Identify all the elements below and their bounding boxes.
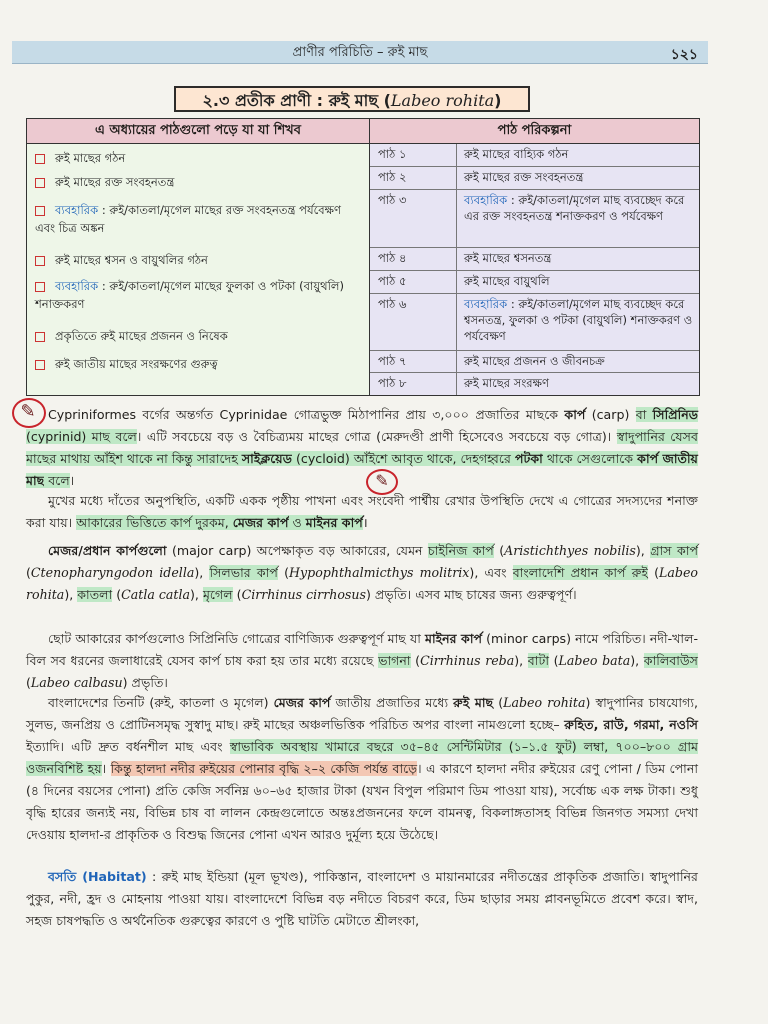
text-run: মাইনর কার্প (424, 631, 483, 646)
text-run: (cycloid) আঁইশে আবৃত থাকে, দেহগহ্বরে (291, 451, 515, 466)
chapter-title: প্রাণীর পরিচিতি – রুই মাছ (292, 45, 428, 60)
running-header (12, 41, 708, 64)
goal-item (35, 251, 357, 269)
paragraph-rui-fish (26, 692, 698, 846)
text-run: ), (514, 653, 528, 668)
text-run: । এটি সবচেয়ে বড় ও বৈচিত্র্যময় মাছের গোত্র (মেরুদণ্ডী প্রাণী হিসেবেও সবচেয়ে বড় গোত্র)। (136, 429, 617, 444)
text-run: ), (630, 653, 644, 668)
paragraph-major-carp (26, 540, 698, 606)
checkbox-icon (35, 206, 45, 216)
goal-text: রুই জাতীয় মাছের সংরক্ষণের গুরুত্ব (55, 357, 218, 371)
lesson-row (370, 248, 699, 271)
text-run: ), (635, 543, 651, 558)
goal-text: : রুই/কাতলা/মৃগেল মাছের ফুলকা ও পটকা (বায়ুথলি) শনাক্তকরণ (35, 279, 344, 311)
lesson-row (370, 144, 699, 167)
text-run: মেজর/প্রধান কার্পগুলো (48, 543, 167, 558)
text-run: গ্রাস কার্প (650, 543, 699, 558)
pen-mark-icon: ✎ (375, 471, 389, 490)
lesson-row (370, 190, 699, 248)
text-run: কিন্তু হালদা নদীর রুইয়ের পোনার বৃদ্ধি ২–২ কেজি পর্যন্ত বাড়ে (110, 761, 418, 776)
text-run: ) স্বাদুপানির চাষযোগ্য, সুলভ, জনপ্রিয় ও প্রোটিনসমৃদ্ধ সুস্বাদু মাছ। রুই মাছের অঞ্চলভিত্তিক পরিচিত অপর বাংলা নামগুলো হচ্ছে– (26, 695, 698, 732)
text-run: বসতি (Habitat) (48, 869, 147, 884)
goal-item (35, 149, 357, 167)
goal-prefix: ব্যবহারিক (55, 279, 99, 293)
lesson-number: পাঠ ৮ (378, 376, 407, 390)
goal-text: রুই মাছের শ্বসন ও বায়ুথলির গঠন (55, 253, 208, 267)
lesson-topic-text: রুই মাছের সংরক্ষণ (464, 376, 549, 390)
text-run: মৃগেল (202, 587, 233, 602)
lesson-topic (464, 353, 694, 369)
lesson-topic (464, 250, 694, 266)
text-run: (major carp) অপেক্ষাকৃত বড় আকারের, যেমন (166, 543, 428, 558)
lesson-number: পাঠ ৭ (378, 354, 407, 368)
checkbox-icon (35, 178, 45, 188)
text-run: ( (493, 543, 505, 558)
lesson-plan-table (26, 118, 700, 396)
section-title (174, 86, 530, 112)
goal-text: রুই মাছের গঠন (55, 151, 126, 165)
lesson-topic (464, 273, 694, 289)
lesson-number: পাঠ ৩ (378, 193, 407, 207)
text-run: চাইনিজ কার্প (427, 543, 494, 558)
lesson-topic (464, 146, 694, 162)
lesson-topic-text: : রুই/কাতলা/মৃগেল মাছ ব্যবচ্ছেদ করে এর রক্ত সংবহনতন্ত্র শনাক্তকরণ ও পর্যবেক্ষণ (464, 193, 685, 223)
text-run: : রুই মাছ ইন্ডিয়া (মূল ভূখণ্ড), পাকিস্তান, বাংলাদেশ ও মায়ানমারের নদীতন্ত্রের প্রাকৃতিক প্রজাতি। স্বাদুপানির পুকুর, নদী, হ্রদ ও মোহনায় পাওয়া যায়। বাংলাদেশে বিভিন্ন বড় নদীতে বিচরণ করে, ডিম ছাড়ার সময় প্লাবনভূমিতে প্রবেশ করে। স্বাদ, সহজ চাষপদ্ধতি ও অর্থনৈতিক গুরুত্বের কারণে ও পুষ্টি ঘাটতি মেটাতে শ্রীলংকা, (26, 869, 698, 928)
text-run: পটকা (514, 451, 543, 466)
text-run: Hypophthalmicthys molitrix (289, 565, 470, 580)
lesson-topic (464, 375, 694, 391)
text-run: Catla catla (121, 587, 191, 602)
checkbox-icon (35, 360, 45, 370)
text-run: বাংলাদেশের তিনটি (রুই, কাতলা ও মৃগেল) (48, 695, 274, 710)
text-run: Labeo rohita (26, 565, 698, 602)
text-run: Cirrhinus cirrhosus (241, 587, 366, 602)
text-run: ছোট আকারের কার্পগুলোও সিপ্রিনিডি গোত্রের বাণিজ্যিক গুরুত্বপূর্ণ মাছ যা (48, 631, 425, 646)
lesson-topic (464, 192, 694, 224)
paragraph-carp-definition (26, 404, 698, 492)
checkbox-icon (35, 154, 45, 164)
text-run: ( (26, 675, 31, 690)
section-title-scientific-name: Labeo rohita (390, 91, 495, 110)
text-run: ), (64, 587, 78, 602)
text-run: Cirrhinus reba (420, 653, 515, 668)
text-run: আকারের ভিত্তিতে কার্প দুরকম, (76, 515, 233, 530)
checkbox-icon (35, 256, 45, 266)
goals-heading: এ অধ্যায়ের পাঠগুলো পড়ে যা যা শিখব (27, 119, 370, 144)
lesson-prefix: ব্যবহারিক (464, 297, 508, 311)
goal-text: : রুই/কাতলা/মৃগেল মাছের রক্ত সংবহনতন্ত্র পর্যবেক্ষণ এবং চিত্র অঙ্কন (35, 203, 341, 235)
text-run: । (101, 761, 111, 776)
lesson-prefix: ব্যবহারিক (464, 193, 508, 207)
paragraph-habitat (26, 866, 698, 932)
lesson-row (370, 351, 699, 373)
lesson-topic (464, 169, 694, 185)
text-run: Labeo bata (558, 653, 631, 668)
text-run: মেজর কার্প (232, 515, 289, 530)
lesson-topic-text: রুই মাছের প্রজনন ও জীবনচক্র (464, 354, 605, 368)
text-run: রুই মাছ (453, 695, 494, 710)
text-run: ভাগনা (378, 653, 411, 668)
text-run: বাংলাদেশি প্রধান কার্প রুই (512, 565, 648, 580)
text-run: জাতীয় প্রজাতির মধ্যে (330, 695, 454, 710)
paragraph-carp-identification (26, 490, 698, 534)
goal-text: রুই মাছের রক্ত সংবহনতন্ত্র (55, 175, 175, 189)
lesson-topic-text: রুই মাছের বাহ্যিক গঠন (464, 147, 569, 161)
goal-item (35, 355, 357, 373)
text-run: (cyprinid) মাছ বলে (26, 429, 137, 444)
lesson-row (370, 373, 699, 395)
goal-item (35, 327, 357, 345)
text-run: সাইক্লয়েড (241, 451, 292, 466)
text-run: মাইনর কার্প (305, 515, 363, 530)
text-run: ), এবং (469, 565, 513, 580)
text-run: ( (232, 587, 242, 602)
text-run: Labeo rohita (503, 695, 586, 710)
lesson-number: পাঠ ৪ (378, 251, 407, 265)
text-run: কার্প জাতীয় মাছ (26, 451, 698, 488)
text-run: ( (410, 653, 421, 668)
text-run: । এ কারণে হালদা নদীর রুইয়ের রেণু পোনা / ডিম পোনা (৪ দিনের বয়সের পোনা) প্রতি কেজি সর্বনিম্ন ৬০–৬৫ হাজার টাকা (যখন বিপুল পরিমাণ ডিম পাওয়া যায়), সর্বোচ্চ এক লক্ষ টাকা। শুধু বৃদ্ধি হারের জন্যই নয়, বিভিন্ন চাষ বা লালন কেন্দ্রগুলোতে অন্তঃপ্রজননের ফলে বামনত্ব, বিকলাঙ্গতাসহ বিভিন্ন জিনগত সমস্যা দেখা দেওয়ায় হালদা-র প্রাকৃতিক ও বিশুদ্ধ জিনের পোনা এখন আরও দুর্মূল্য হয়ে উঠেছে। (26, 761, 698, 842)
text-run: Cypriniformes বর্গের অন্তর্গত Cyprinidae গোত্রভুক্ত মিঠাপানির প্রায় ৩,০০০ প্রজাতির মাছকে (48, 407, 565, 422)
text-run: (carp) (585, 407, 636, 422)
goal-item (35, 201, 357, 237)
lesson-topic-text: : রুই/কাতলা/মৃগেল মাছ ব্যবচ্ছেদ করে শ্বসনতন্ত্র, ফুলকা ও পটকা (বায়ুথলি) শনাক্তকরণ ও পর্যবেক্ষণ (464, 297, 693, 343)
text-run: । (362, 515, 368, 530)
lesson-number: পাঠ ৫ (378, 274, 407, 288)
goal-item (35, 277, 357, 313)
text-run: স্বাভাবিক অবস্থায় খামারে বছরে ৩৫–৪৫ সেন্টিমিটার (১–১.৫ ফুট) লম্বা, ৭০০–৮০০ গ্রাম ওজনবিশিষ্ট হয় (26, 739, 698, 776)
lesson-topic-text: রুই মাছের রক্ত সংবহনতন্ত্র (464, 170, 584, 184)
lesson-topic-text: রুই মাছের শ্বসনতন্ত্র (464, 251, 552, 265)
text-run: মেজর কার্প (273, 695, 331, 710)
lesson-number: পাঠ ৬ (378, 297, 407, 311)
lesson-number: পাঠ ২ (378, 170, 407, 184)
text-run: সিপ্রিনিড (652, 407, 698, 422)
text-run: মুখের মধ্যে দাঁতের অনুপস্থিতি, একটি একক পৃষ্ঠীয় পাখনা এবং সংবেদী পার্শ্বীয় রেখার উপস্থিতি দেখে এ গোত্রের সদস্যদের শনাক্ত করা যায়। (26, 493, 698, 530)
checkbox-icon (35, 332, 45, 342)
text-run: ( (493, 695, 504, 710)
checkbox-icon (35, 282, 45, 292)
goal-item (35, 173, 357, 191)
lesson-row (370, 294, 699, 351)
text-run: ( (112, 587, 122, 602)
lesson-number: পাঠ ১ (378, 147, 407, 161)
pen-mark-icon: ✎ (20, 401, 36, 422)
section-title-prefix: ২.৩ প্রতীক প্রাণী : রুই মাছ ( (202, 91, 391, 110)
text-run: ), (190, 587, 203, 602)
lesson-row (370, 271, 699, 294)
section-title-suffix: ) (494, 91, 502, 110)
text-run: ) প্রভৃতি। (122, 675, 168, 690)
lesson-topic-text: রুই মাছের বায়ুথলি (464, 274, 550, 288)
goal-prefix: ব্যবহারিক (55, 203, 99, 217)
text-run: ( (277, 565, 290, 580)
text-run: বা (635, 407, 653, 422)
text-run: Labeo calbasu (30, 675, 123, 690)
goal-text: প্রকৃতিতে রুই মাছের প্রজনন ও নিষেক (55, 329, 228, 343)
text-run: ( (647, 565, 660, 580)
text-run: ) প্রভৃতি। এসব মাছ চাষের জন্য গুরুত্বপূর্ণ। (365, 587, 577, 602)
text-run: Ctenopharyngodon idella (30, 565, 195, 580)
text-run: ( (548, 653, 559, 668)
page-number: ১২১ (670, 47, 698, 63)
text-run: বলে (44, 473, 70, 488)
text-run: কাতলা (77, 587, 113, 602)
text-run: ), (194, 565, 210, 580)
text-run: ও (288, 515, 306, 530)
lessons-heading: পাঠ পরিকল্পনা (370, 119, 699, 144)
text-run: ( (26, 565, 31, 580)
lesson-row (370, 167, 699, 190)
text-run: (minor carps) নামে পরিচিত। নদী-খাল-বিল সব ধরনের জলাধারেই যেসব কার্প চাষ করা হয় তার মধ্যে রয়েছে (26, 631, 699, 668)
text-run: রুহিত, রাউ, গরমা, নওসি (564, 717, 698, 732)
text-run: সিলভার কার্প (209, 565, 278, 580)
text-run: স্বাদুপানির যেসব মাছের মাথায় আঁইশ থাকে না কিন্তু সারাদেহ (26, 429, 698, 466)
lesson-topic (464, 296, 694, 344)
text-run: কার্প (564, 407, 586, 422)
text-run: ইত্যাদি। এটি দ্রুত বর্ধনশীল মাছ এবং (26, 739, 230, 754)
text-run: বাটা (527, 653, 549, 668)
text-run: থাকে সেগুলোকে (542, 451, 638, 466)
paragraph-minor-carp (26, 628, 698, 694)
text-run: Aristichthyes nobilis (504, 543, 636, 558)
text-run: কালিবাউস (643, 653, 699, 668)
text-run: । (69, 473, 75, 488)
